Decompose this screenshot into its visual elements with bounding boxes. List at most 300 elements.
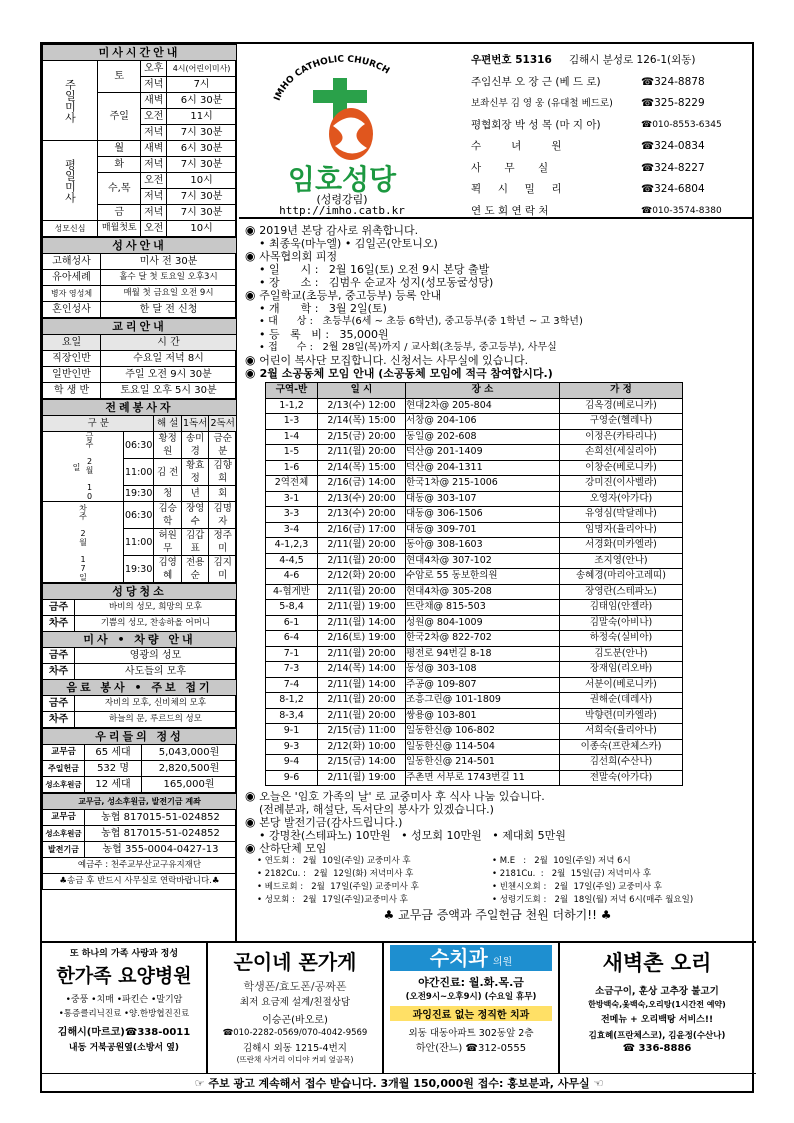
altar-cell: 06:30: [124, 432, 154, 459]
sacrament-info: 한 달 전 신청: [101, 302, 237, 318]
host-family: 서분이(베로니카): [560, 677, 683, 693]
mass-time-cell: 7시 30분: [167, 189, 237, 205]
meeting-item: • M.E : 2월 10일(주일) 저녁 6시: [492, 856, 631, 866]
meeting-place: 동아@ 308-1603: [406, 538, 560, 554]
meeting-place: 일동한신@ 114-504: [406, 739, 560, 755]
right-column: [239, 44, 754, 922]
table-row: [266, 445, 683, 461]
sat-label: 토: [98, 61, 141, 93]
ad-text: (오전9시~오후9시) (수요일 휴무): [405, 992, 537, 1002]
altar-cell: 황정원: [154, 432, 182, 459]
host-family: 전말숙(아가다): [560, 770, 683, 786]
sacrament-table: [42, 237, 237, 318]
altar-cell: 11:00: [124, 529, 154, 556]
meeting-place: 뜨란채@ 815-503: [406, 600, 560, 616]
host-family: 장재임(리오바): [560, 662, 683, 678]
meeting-place: 일동한신@ 106-802: [406, 724, 560, 740]
meeting-place: 주촌면 서부로 1743번길 11: [406, 770, 560, 786]
notice-detail: • 최종욱(마누엘) • 김일곤(안토니오): [259, 237, 438, 250]
host-family: 김도분(안나): [560, 646, 683, 662]
contact-row: [471, 50, 753, 72]
notice-detail: • 개 학 : 3월 2일(토): [259, 302, 387, 315]
offering-table: [42, 728, 237, 793]
catechism-class: 학 생 반: [43, 383, 101, 399]
catechism-table: [42, 318, 237, 399]
catechism-time: 주일 오전 9시 30분: [101, 367, 237, 383]
group-id: 4-4,5: [266, 553, 318, 569]
table-row: [266, 476, 683, 492]
contact-row: [471, 201, 753, 223]
offering-type: 성소후원금: [43, 777, 85, 793]
meeting-time: 2/11(월) 20:00: [318, 553, 406, 569]
notice-detail: (전례분과, 해설단, 독서단의 봉사가 있겠습니다.): [259, 803, 494, 816]
table-header: 일 시: [318, 383, 406, 399]
church-name: 임호성당: [287, 163, 397, 196]
group-id: 3-1: [266, 491, 318, 507]
first-sat-label: 성모신심: [43, 221, 98, 237]
ad-address: 내동 거북공원옆(소방서 옆): [68, 1043, 180, 1053]
notice-title: 2월 소공동체 모임 안내 (소공동체 모임에 적극 참여합시다.): [259, 367, 553, 380]
mass-time-cell: 7시 30분: [167, 157, 237, 173]
meeting-time: 2/11(월) 14:00: [318, 615, 406, 631]
contact-value: ☎324-0834: [641, 140, 705, 152]
drinks-title: 음료 봉사 • 주보 접기: [43, 680, 237, 696]
week-label: 차주: [43, 712, 75, 728]
sacrament-title: 성사안내: [43, 238, 237, 254]
mass-time-cell: 저녁: [141, 189, 167, 205]
small-community-table: [265, 382, 683, 786]
mass-time-cell: 오전: [141, 109, 167, 125]
offering-type: 교무금: [43, 745, 85, 761]
table-header: 가 정: [560, 383, 683, 399]
group-id: 8-3,4: [266, 708, 318, 724]
notice-item: [245, 250, 750, 263]
offering-count: 65 세대: [85, 745, 142, 761]
sacrament-info: 미사 전 30분: [101, 254, 237, 270]
meeting-place: 현대4차@ 307-102: [406, 553, 560, 569]
altar-cell: 김갑표: [181, 529, 209, 556]
table-row: [266, 755, 683, 771]
cleaning-title: 성당청소: [43, 584, 237, 600]
ad-address: 김해시 외동 1215-4번지: [243, 1043, 347, 1054]
altar-header: 구 분: [43, 416, 154, 432]
table-row: [266, 724, 683, 740]
host-family: 조지영(안나): [560, 553, 683, 569]
sacrament-info: 매월 첫 금요일 오전 9시: [101, 286, 237, 302]
mass-time-cell: 저녁: [141, 77, 167, 93]
meeting-time: 2/15(금) 20:00: [318, 429, 406, 445]
ad-owner: 이승곤(바오로): [262, 1015, 328, 1026]
contact-row: [471, 93, 753, 115]
bullet-icon: ◉: [245, 249, 260, 263]
notice-title: 산하단체 모임: [259, 842, 327, 855]
group-id: 1-3: [266, 414, 318, 430]
contact-value: ☎324-8227: [641, 161, 705, 174]
host-family: 이종숙(프란체스카): [560, 739, 683, 755]
ad-hospital: [42, 943, 208, 1073]
ad-text: 과잉진료 없는 정직한 치과: [390, 1006, 552, 1021]
host-family: 손희선(세실리아): [560, 445, 683, 461]
table-header: 구역-반: [266, 383, 318, 399]
altar-cell: 정주미: [209, 529, 237, 556]
meeting-place: 덕산@ 201-1409: [406, 445, 560, 461]
group-id: 6-4: [266, 631, 318, 647]
ad-text: 야간진료: 월.화.목.금: [418, 976, 524, 989]
host-family: 강미진(이사벨라): [560, 476, 683, 492]
contact-label: 꾁 시 밀 리: [471, 183, 562, 195]
left-column: [42, 44, 237, 941]
ad-text: 전메뉴 + 오리백탕 서비스!!: [600, 1015, 714, 1025]
mass-time-cell: 7시: [167, 77, 237, 93]
week-label: 금주: [43, 600, 75, 616]
meeting-place: 쌍용@ 103-801: [406, 708, 560, 724]
meeting-item: • 빈첸시오회 : 2월 17일(주일) 교중미사 후: [492, 882, 663, 892]
notice-item: [245, 367, 750, 380]
meeting-time: 2/12(화) 20:00: [318, 569, 406, 585]
ad-text: 한방백숙,옻백숙,오리탕(1시간전 예약): [588, 1000, 726, 1009]
group-id: 3-4: [266, 522, 318, 538]
table-row: [266, 770, 683, 786]
contact-label: 주임신부 오 장 근 (베 드 로): [471, 75, 601, 88]
altar-header: 해 설: [154, 416, 182, 432]
catechism-title: 교리안내: [43, 319, 237, 335]
group-id: 6-1: [266, 615, 318, 631]
meeting-time: 2/14(목) 15:00: [318, 414, 406, 430]
mass-time-cell: 11시: [167, 109, 237, 125]
contact-label: 연 도 회 연 락 처: [471, 204, 549, 217]
ad-name: 곤이네 폰가게: [233, 950, 357, 974]
contact-value: 김해시 분성로 126-1(외동): [569, 54, 696, 66]
ad-name: 한가족 요양병원: [56, 965, 192, 987]
table-row: [266, 584, 683, 600]
altar-cell: 김영혜: [154, 556, 182, 583]
meeting-time: 2/11(월) 20:00: [318, 445, 406, 461]
altar-cell: 19:30: [124, 486, 154, 502]
table-row: [266, 646, 683, 662]
group-id: 7-1: [266, 646, 318, 662]
account-type: 교무금: [43, 810, 85, 826]
meeting-item: • 성령기도회 : 2월 18일(월) 저녁 6시(매주 월요일): [492, 895, 694, 905]
notice-detail: • 등 록 비 : 35,000원: [259, 328, 389, 341]
host-family: 하정숙(실비아): [560, 631, 683, 647]
notice-detail: • 일 시 : 2월 16일(토) 오전 9시 본당 출발: [259, 263, 490, 276]
week-label: 차주: [43, 616, 75, 632]
contact-label: 사 무 실: [471, 161, 549, 174]
mass-time-cell: 저녁: [141, 157, 167, 173]
account-number: 농협 355-0004-0427-13: [85, 842, 237, 858]
bullet-icon: ◉: [245, 223, 260, 237]
altar-header: 2독서: [209, 416, 237, 432]
host-family: 송혜경(마리아고레띠): [560, 569, 683, 585]
group-id: 3-3: [266, 507, 318, 523]
church-contacts: [471, 50, 753, 222]
altar-cell: 년: [181, 486, 209, 502]
group-id: 9-1: [266, 724, 318, 740]
mass-day-cell: 금: [98, 205, 141, 221]
week-label: 금주: [43, 648, 75, 664]
ad-phone: ☎010-2282-0569/070-4042-9569: [222, 1028, 368, 1038]
altar-cell: 전용순: [181, 556, 209, 583]
table-row: [266, 739, 683, 755]
group-id: 7-4: [266, 677, 318, 693]
table-row: [266, 631, 683, 647]
meeting-place: 대동@ 306-1506: [406, 507, 560, 523]
ad-duck-restaurant: [560, 943, 754, 1073]
catechism-class: 일반인반: [43, 367, 101, 383]
ad-phone: 하안(잔느) ☎312-0555: [415, 1043, 527, 1054]
group-id: 1-1,2: [266, 398, 318, 414]
table-row: [266, 677, 683, 693]
mass-day-cell: 화: [98, 157, 141, 173]
bullet-icon: ◉: [245, 815, 260, 829]
sun-label: 주일: [98, 93, 141, 141]
table-row: [266, 429, 683, 445]
meeting-item: • 연도회 : 2월 10일(주일) 교중미사 후: [257, 856, 411, 866]
meeting-time: 2/11(월) 20:00: [318, 584, 406, 600]
notice-item: [245, 224, 750, 237]
advertisements: [42, 941, 756, 1093]
contact-value: ☎325-8229: [641, 97, 705, 109]
altar-cell: 김승학: [154, 502, 182, 529]
ad-name: 새벽촌 오리: [602, 951, 712, 975]
meeting-time: 2/12(화) 10:00: [318, 739, 406, 755]
group-id: 4-1,2,3: [266, 538, 318, 554]
account-type: 발전기금: [43, 842, 85, 858]
mass-time-cell: 4시(어린이미사): [167, 61, 237, 77]
contact-label: 보좌신부 김 영 웅 (유대철 베드로): [471, 98, 613, 109]
meeting-place: 주공@ 109-807: [406, 677, 560, 693]
account-title: 교무금, 성소후원금, 발전기금 계좌: [43, 794, 237, 810]
host-family: 김옥경(베로니카): [560, 398, 683, 414]
offering-amount: 5,043,000원: [142, 745, 237, 761]
team-name: 하늘의 문, 루르드의 성모: [75, 712, 237, 728]
catechism-header: 시 간: [101, 335, 237, 351]
altar-cell: 11:00: [124, 459, 154, 486]
group-id: 4-협게반: [266, 584, 318, 600]
table-row: [266, 569, 683, 585]
offering-count: 12 세대: [85, 777, 142, 793]
contact-value: ☎010-8553-6345: [641, 119, 722, 130]
ad-text: •중풍 •치매 •파킨슨 •말기암: [65, 995, 183, 1005]
host-family: 서희숙(율리아나): [560, 724, 683, 740]
table-row: [266, 414, 683, 430]
catechism-time: 토요일 오후 5시 30분: [101, 383, 237, 399]
group-id: 1-6: [266, 460, 318, 476]
ad-text: 의원: [492, 957, 513, 968]
catechism-time: 수요일 저녁 8시: [101, 351, 237, 367]
bulletin-page: [40, 42, 754, 1093]
notice-title: 오늘은 '임호 가족의 날' 로 교중미사 후 식사 나눔 있습니다.: [259, 790, 545, 803]
notice-detail: • 장 소 : 김범우 순교자 성지(성모동굴성당): [259, 276, 494, 289]
meeting-place: 한국2차@ 822-702: [406, 631, 560, 647]
mass-time-cell: 6시 30분: [167, 141, 237, 157]
meeting-time: 2/11(월) 19:00: [318, 600, 406, 616]
notice-item: [245, 790, 750, 803]
host-family: 박향련(미카엘라): [560, 708, 683, 724]
meeting-time: 2/14(목) 15:00: [318, 460, 406, 476]
sacrament-name: 유아세례: [43, 270, 101, 286]
notice-item: [245, 842, 750, 855]
sacrament-name: 병자 영성체: [43, 286, 101, 302]
meeting-item: • 2182Cu. : 2월 12일(화) 저녁미사 후: [257, 869, 414, 879]
host-family: 임명자(율리아나): [560, 522, 683, 538]
altar-week-label: 금주 2월 10일: [43, 432, 124, 502]
table-header: 장 소: [406, 383, 560, 399]
altar-server-table: [42, 399, 237, 583]
dental-banner: [390, 945, 552, 971]
sacrament-name: 혼인성사: [43, 302, 101, 318]
table-row: [266, 553, 683, 569]
mass-time-cell: 10시: [167, 221, 237, 237]
altar-cell: 허원무: [154, 529, 182, 556]
ad-dental: [384, 943, 560, 1073]
meeting-place: 동성@ 303-108: [406, 662, 560, 678]
mass-time-cell: 새벽: [141, 93, 167, 109]
table-row: [266, 491, 683, 507]
bullet-icon: ◉: [245, 789, 260, 803]
table-row: [266, 693, 683, 709]
ad-text: 최저 요금제 설계/친절상담: [239, 997, 351, 1008]
table-row: [266, 507, 683, 523]
meeting-time: 2/14(목) 14:00: [318, 662, 406, 678]
host-family: 오영자(아가다): [560, 491, 683, 507]
ad-owner: 김효혜(프란체스코), 김윤정(수산나): [588, 1031, 726, 1041]
host-family: 서경화(미카엘라): [560, 538, 683, 554]
altar-cell: 송미경: [181, 432, 209, 459]
mass-time-cell: 10시: [167, 173, 237, 189]
week-label: 차주: [43, 664, 75, 680]
offering-amount: 165,000원: [142, 777, 237, 793]
meeting-item: • 베드로회 : 2월 17일(주일) 교중미사 후: [257, 882, 419, 892]
account-type: 성소후원금: [43, 826, 85, 842]
notices: [245, 224, 750, 922]
notice-item: [245, 816, 750, 829]
notice-title: 어린이 복사단 모집합니다. 신청서는 사무실에 있습니다.: [259, 354, 529, 367]
offering-amount: 2,820,500원: [142, 761, 237, 777]
table-row: [266, 398, 683, 414]
altar-week-label: 차주 2월 17일: [43, 502, 124, 583]
team-name: 기쁨의 성모, 찬송하올 어머니: [75, 616, 237, 632]
notice-title: 2019년 본당 감사로 위촉합니다.: [259, 224, 419, 237]
table-row: [266, 600, 683, 616]
account-note: ♣송금 후 반드시 사무실로 연락바랍니다.♣: [43, 874, 237, 890]
host-family: 유영심(막달레나): [560, 507, 683, 523]
mass-time-cell: 새벽: [141, 141, 167, 157]
group-id: 7-3: [266, 662, 318, 678]
notice-item: [245, 354, 750, 367]
table-row: [266, 708, 683, 724]
logo-arc-text: IMHO CATHOLIC CHURCH: [272, 54, 392, 103]
team-name: 바비의 성모, 희망의 모후: [75, 600, 237, 616]
meeting-time: 2/11(월) 20:00: [318, 693, 406, 709]
ad-address: 외동 대동아파트 302동앞 2층: [408, 1028, 534, 1039]
church-url[interactable]: http://imho.catb.kr: [279, 204, 405, 217]
ad-name: 수치과: [429, 946, 488, 970]
notice-title: 본당 발전기금(감사드립니다.): [259, 816, 403, 829]
header: [239, 44, 754, 219]
meeting-time: 2/11(월) 14:00: [318, 677, 406, 693]
altar-cell: 회: [209, 486, 237, 502]
meeting-place: 덕산@ 204-1311: [406, 460, 560, 476]
contact-row: [471, 179, 753, 201]
notice-title: 사목협의회 피정: [259, 250, 338, 263]
host-family: 구영순(헬레나): [560, 414, 683, 430]
table-row: [266, 662, 683, 678]
meeting-place: 수암로 55 동보한의원: [406, 569, 560, 585]
meeting-time: 2/11(월) 20:00: [318, 646, 406, 662]
group-id: 1-4: [266, 429, 318, 445]
mass-time-cell: 6시 30분: [167, 93, 237, 109]
meeting-place: 대동@ 309-701: [406, 522, 560, 538]
meeting-item: • 2181Cu. : 2월 15일(금) 저녁미사 후: [492, 869, 652, 879]
group-id: 9-6: [266, 770, 318, 786]
mass-time-cell: 오전: [141, 221, 167, 237]
altar-cell: 장영수: [181, 502, 209, 529]
meeting-place: 현대4차@ 305-208: [406, 584, 560, 600]
mass-time-cell: 7시 30분: [167, 205, 237, 221]
ad-text: 학생폰/효도폰/공짜폰: [243, 980, 347, 993]
altar-cell: 김명자: [209, 502, 237, 529]
meeting-time: 2/15(금) 14:00: [318, 755, 406, 771]
notice-detail: • 대 상 : 초등부(6세 ~ 초등 6학년), 중고등부(중 1학년 ~ 고 3학년): [259, 316, 583, 327]
table-row: [266, 538, 683, 554]
ad-phone: 김해시(마르코)☎338-0011: [57, 1027, 191, 1038]
notice-detail: • 접 수 : 2월 28일(목)까지 / 교사회(초등부, 중고등부), 사무실: [259, 342, 557, 353]
account-number: 농협 817015-51-024852: [85, 826, 237, 842]
meeting-place: 일동한신@ 214-501: [406, 755, 560, 771]
meeting-place: 현대2차@ 205-804: [406, 398, 560, 414]
meeting-time: 2/13(수) 12:00: [318, 398, 406, 414]
meeting-item: • 성모회 : 2월 17일(주일)교중미사 후: [257, 895, 408, 905]
meeting-time: 2/16(금) 17:00: [318, 522, 406, 538]
meeting-place: 대동@ 303-107: [406, 491, 560, 507]
contact-row: [471, 136, 753, 158]
sacrament-info: 홀수 달 첫 토요일 오후3시: [101, 270, 237, 286]
ad-text: 소금구이, 훈상 고추장 불고기: [595, 986, 719, 997]
bullet-icon: ◉: [245, 366, 260, 380]
mass-day-cell: 월: [98, 141, 141, 157]
sunday-mass-label: 주일미사: [43, 61, 98, 141]
mass-title: 미사시간안내: [43, 45, 237, 61]
group-id: 8-1,2: [266, 693, 318, 709]
contact-value: ☎324-8878: [641, 75, 705, 88]
week-label: 금주: [43, 696, 75, 712]
host-family: 김태임(안젤라): [560, 600, 683, 616]
account-table: [42, 793, 237, 890]
altar-header: 1독서: [181, 416, 209, 432]
group-id: 1-5: [266, 445, 318, 461]
offering-slogan: ♣ 교무금 증액과 주일헌금 천원 더하기!! ♣: [383, 908, 612, 922]
meeting-place: 조흥그린@ 101-1809: [406, 693, 560, 709]
mass-time-cell: 저녁: [141, 205, 167, 221]
cleaning-table: [42, 583, 237, 728]
host-family: 장영란(스테파노): [560, 584, 683, 600]
contact-row: [471, 72, 753, 94]
contact-value: ☎324-6804: [641, 183, 705, 195]
meeting-time: 2/11(월) 19:00: [318, 770, 406, 786]
contact-row: [471, 115, 753, 137]
mass-day-cell: 수,목: [98, 173, 141, 205]
ad-notice: ☞ 주보 광고 계속해서 접수 받습니다. 3개월 150,000원 접수: 홍보분과, 사무실 ☜: [42, 1073, 756, 1095]
mass-time-cell: 7시 30분: [167, 125, 237, 141]
group-id: 2역전체: [266, 476, 318, 492]
church-logo: [247, 48, 437, 216]
meeting-time: 2/13(수) 20:00: [318, 507, 406, 523]
offering-title: 우리들의 정성: [43, 729, 237, 745]
account-holder: 예금주 : 천주교부산교구유지재단: [43, 858, 237, 874]
sacrament-name: 고해성사: [43, 254, 101, 270]
mass-schedule-table: [42, 44, 237, 237]
